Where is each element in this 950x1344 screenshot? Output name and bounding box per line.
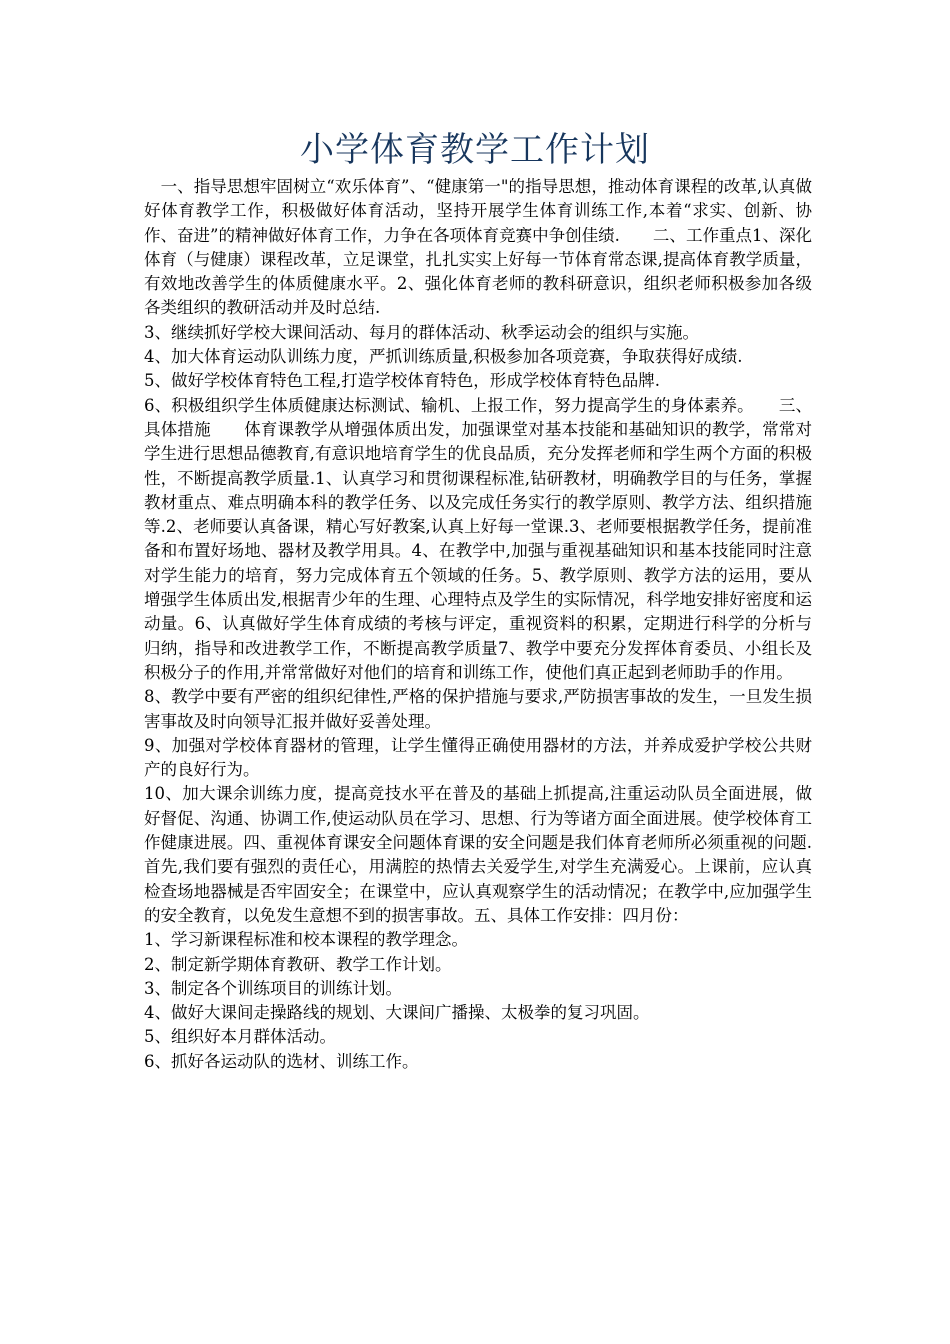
paragraph-4: 5、做好学校体育特色工程,打造学校体育特色，形成学校体育特色品牌. xyxy=(144,371,660,391)
paragraph-7: 9、加强对学校体育器材的管理，让学生懂得正确使用器材的方法，并养成爱护学校公共财产的良好行为。 xyxy=(144,735,812,780)
paragraph-2: 3、继续抓好学校大课间活动、每月的群体活动、秋季运动会的组织与实施。 xyxy=(144,322,699,342)
paragraph-5: 6、积极组织学生体质健康达标测试、输机、上报工作，努力提高学生的身体素养。 三、具体措施 体育课教学从增强体质出发，加强课堂对基本技能和基础知识的教学，常常对学生进行思想品德教育,有意识地培育学生的优良品质，充分发挥老师和学生两个方面的积极性，不断提高教学质量.1、认真学习和贯彻课程标准,钻研教材，明确教学目的与任务，掌握教材重点、难点明确本科的教学任务、以及完成任务实行的教学原则、教学方法、组织措施等.2、老师要认真备课，精心写好教案,认真上好每一堂课.3、老师要根据教学任务，提前准备和布置好场地、器材及教学用具。4、在教学中,加强与重视基础知识和基本技能同时注意对学生能力的培育，努力完成体育五个领域的任务。5、教学原则、教学方法的运用，要从增强学生体质出发,根据青少年的生理、心理特点及学生的实际情况，科学地安排好密度和运动量。6、认真做好学生体育成绩的考核与评定，重视资料的积累，定期进行科学的分析与归纳，指导和改进教学工作，不断提高教学质量7、教学中要充分发挥体育委员、小组长及积极分子的作用,并常常做好对他们的培育和训练工作，使他们真正起到老师助手的作用。 xyxy=(144,395,812,682)
document-body xyxy=(144,175,812,1074)
paragraph-3: 4、加大体育运动队训练力度，严抓训练质量,积极参加各项竞赛，争取获得好成绩. xyxy=(144,347,743,367)
document-title: 小学体育教学工作计划 xyxy=(300,130,650,170)
paragraph-10: 2、制定新学期体育教研、教学工作计划。 xyxy=(144,954,452,974)
paragraph-11: 3、制定各个训练项目的训练计划。 xyxy=(144,978,402,998)
paragraph-8: 10、加大课余训练力度，提高竞技水平在普及的基础上抓提高,注重运动队员全面进展，做好督促、沟通、协调工作,使运动队员在学习、思想、行为等诸方面全面进展。使学校体育工作健康进展。四、重视体育课安全问题体育课的安全问题是我们体育老师所必须重视的问题.首先,我们要有强烈的责任心，用满腔的热情去关爱学生,对学生充满爱心。上课前，应认真检查场地器械是否牢固安全；在课堂中，应认真观察学生的活动情况；在教学中,应加强学生的安全教育，以免发生意想不到的损害事故。五、具体工作安排：四月份： xyxy=(144,784,812,925)
paragraph-6: 8、教学中要有严密的组织纪律性,严格的保护措施与要求,严防损害事故的发生，一旦发生损害事故及时向领导汇报并做好妥善处理。 xyxy=(144,687,812,731)
paragraph-1: 一、指导思想牢固树立“欢乐体育”、“健康第一"的指导思想，推动体育课程的改革,认真做好体育教学工作，积极做好体育活动，坚持开展学生体育训练工作,本着“求实、创新、协作、奋进”的精神做好体育工作，力争在各项体育竞赛中争创佳绩. 二、工作重点1、深化体育（与健康）课程改革，立足课堂，扎扎实实上好每一节体育常态课,提高体育教学质量，有效地改善学生的体质健康水平。2、强化体育老师的教科研意识，组织老师积极参加各级各类组织的教研活动并及时总结. xyxy=(144,177,812,318)
paragraph-14: 6、抓好各运动队的选材、训练工作。 xyxy=(144,1051,419,1071)
paragraph-13: 5、组织好本月群体活动。 xyxy=(144,1027,336,1047)
paragraph-12: 4、做好大课间走操路线的规划、大课间广播操、太极拳的复习巩固。 xyxy=(144,1003,650,1023)
paragraph-9: 1、学习新课程标准和校本课程的教学理念。 xyxy=(144,930,468,950)
